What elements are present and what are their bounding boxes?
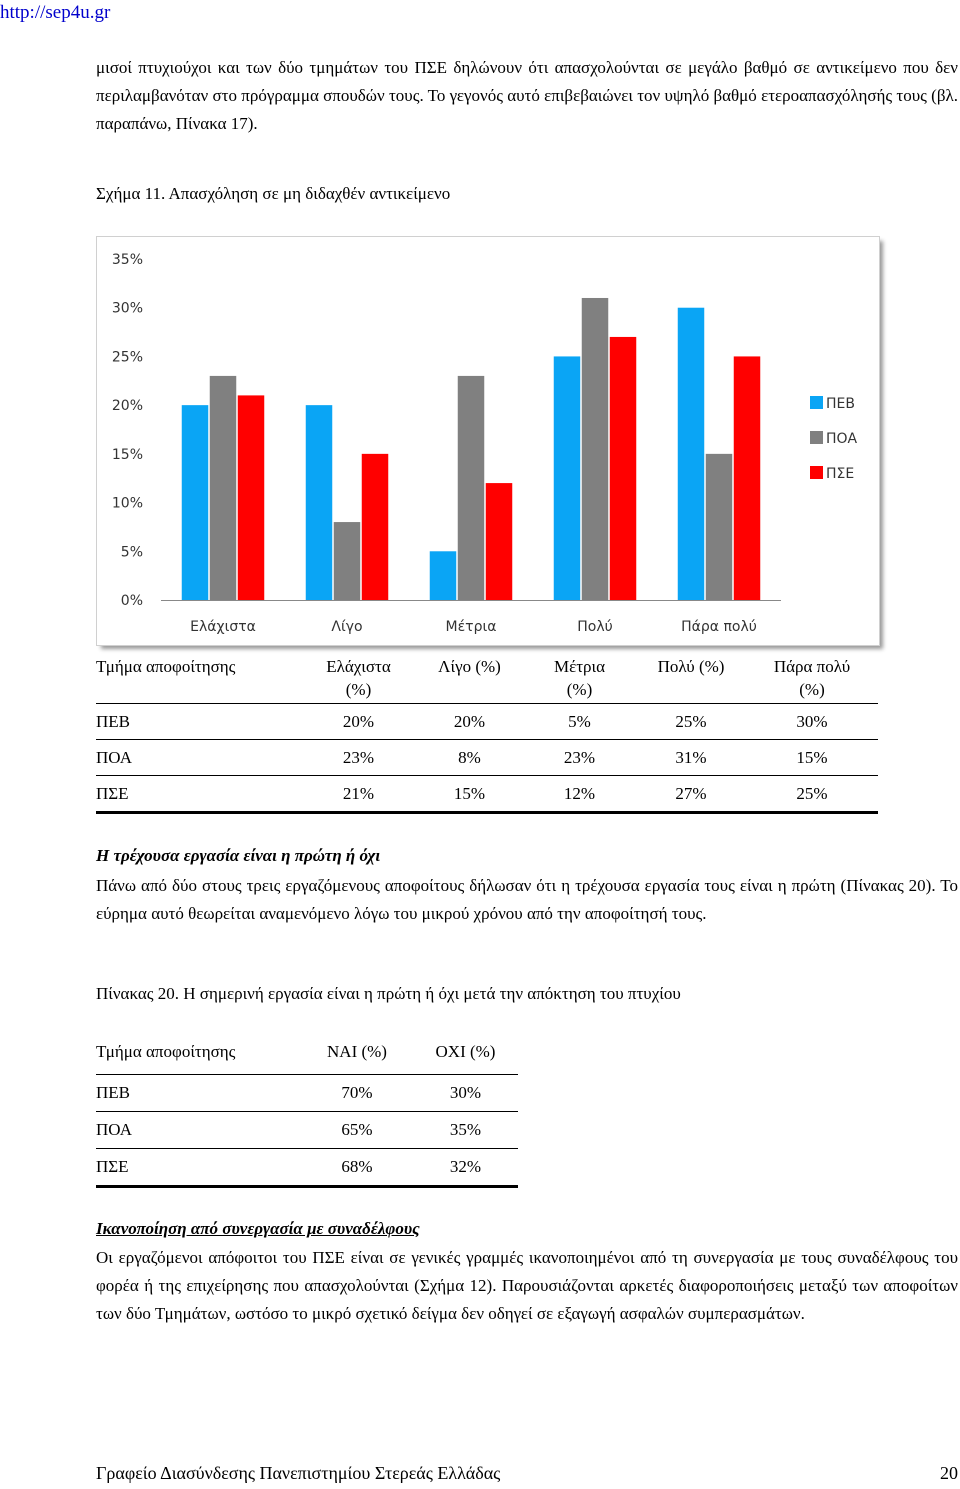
table-cell: 68% <box>301 1149 413 1187</box>
table-cell: 23% <box>523 740 636 776</box>
column-header: Μέτρια (%) <box>523 655 636 704</box>
column-header: Τμήμα αποφοίτησης <box>96 655 301 704</box>
table-cell: ΠΟΑ <box>96 740 301 776</box>
column-header: Τμήμα αποφοίτησης <box>96 1040 301 1075</box>
legend-label: ΠΟΑ <box>826 431 858 447</box>
bar-ΠΟΑ-Πολύ <box>582 298 609 600</box>
table-cell: 65% <box>301 1112 413 1149</box>
first-job-table <box>96 1040 518 1188</box>
legend-label: ΠΣΕ <box>826 466 855 482</box>
y-tick-label: 15% <box>111 446 143 463</box>
bar-ΠΕΒ-Πολύ <box>554 356 581 600</box>
table-cell: ΠΕΒ <box>96 704 301 740</box>
column-header: Λίγο (%) <box>416 655 523 704</box>
bar-ΠΕΒ-Λίγο <box>306 405 333 600</box>
table-cell: 32% <box>413 1149 518 1187</box>
table-row <box>96 1149 518 1187</box>
table-cell: 25% <box>636 704 746 740</box>
y-tick-label: 30% <box>111 300 143 317</box>
table-cell: ΠΣΕ <box>96 1149 301 1187</box>
column-header: ΝΑΙ (%) <box>301 1040 413 1075</box>
bar-ΠΣΕ-Πολύ <box>610 337 637 600</box>
table-cell: 15% <box>746 740 878 776</box>
legend-swatch <box>810 466 823 479</box>
table-cell: 30% <box>746 704 878 740</box>
legend-swatch <box>810 396 823 409</box>
table-cell: 23% <box>301 740 416 776</box>
table-cell: 30% <box>413 1075 518 1112</box>
bar-ΠΟΑ-Λίγο <box>334 522 361 600</box>
bar-ΠΕΒ-Ελάχιστα <box>182 405 209 600</box>
table-cell: 31% <box>636 740 746 776</box>
table-row <box>96 740 878 776</box>
bar-ΠΕΒ-Πάρα πολύ <box>678 308 705 600</box>
column-header: Πολύ (%) <box>636 655 746 704</box>
y-tick-label: 20% <box>111 398 143 415</box>
bar-ΠΣΕ-Λίγο <box>362 454 389 600</box>
column-header: Πάρα πολύ (%) <box>746 655 878 704</box>
table-row <box>96 776 878 813</box>
bar-ΠΣΕ-Πάρα πολύ <box>734 356 761 600</box>
column-header: ΟΧΙ (%) <box>413 1040 518 1075</box>
legend-label: ΠΕΒ <box>826 396 855 412</box>
x-tick-label: Πάρα πολύ <box>681 619 757 635</box>
bar-ΠΣΕ-Ελάχιστα <box>238 395 265 600</box>
x-tick-label: Λίγο <box>331 619 363 635</box>
table-row <box>96 1112 518 1149</box>
y-tick-label: 0% <box>120 593 143 609</box>
intro-paragraph: μισοί πτυχιούχοι και των δύο τμημάτων του ΠΣΕ δηλώνουν ότι απασχολούνται σε μεγάλο βαθμό σε αντικείμενο που δεν περιλαμβανόταν στο πρόγραμμα σπουδών τους. Το γεγονός αυτό επιβεβαιώνει τον υψηλό βαθμό ετεροαπασχόλησής τους (βλ. παραπάνω, Πίνακα 17). <box>96 58 958 133</box>
table-header-row <box>96 655 878 704</box>
table-cell: ΠΟΑ <box>96 1112 301 1149</box>
page-number: 20 <box>940 1463 958 1483</box>
table-cell: 12% <box>523 776 636 813</box>
y-tick-label: 5% <box>120 544 143 561</box>
section-title-first-job: Η τρέχουσα εργασία είναι η πρώτη ή όχι <box>96 846 381 865</box>
y-tick-label: 25% <box>111 349 143 366</box>
x-tick-label: Πολύ <box>577 619 613 635</box>
employment-table <box>96 655 878 814</box>
table-cell: 35% <box>413 1112 518 1149</box>
table-cell: 8% <box>416 740 523 776</box>
table-cell: 5% <box>523 704 636 740</box>
chart-svg <box>97 237 879 645</box>
x-tick-label: Μέτρια <box>445 619 497 635</box>
table-cell: 20% <box>301 704 416 740</box>
bar-ΠΟΑ-Πάρα πολύ <box>706 454 733 600</box>
table-cell: 27% <box>636 776 746 813</box>
table-cell: 20% <box>416 704 523 740</box>
bar-ΠΕΒ-Μέτρια <box>430 551 457 600</box>
table-cell: 70% <box>301 1075 413 1112</box>
section-paragraph-colleagues: Οι εργαζόμενοι απόφοιτοι του ΠΣΕ είναι σε γενικές γραμμές ικανοποιημένοι από τη συνεργασία με τους συναδέλφους του φορέα ή της επιχείρησης που απασχολούνται (Σχήμα 12). Παρουσιάζονται αρκετές διαφοροποιήσεις μεταξύ των αποφοίτων των δύο Τμημάτων, ωστόσο το μικρό σχετικό δείγμα δεν οδηγεί σε εξαγωγή ασφαλών συμπερασμάτων. <box>96 1248 958 1323</box>
table-cell: ΠΕΒ <box>96 1075 301 1112</box>
table-cell: 25% <box>746 776 878 813</box>
bar-ΠΟΑ-Ελάχιστα <box>210 376 237 600</box>
x-tick-label: Ελάχιστα <box>190 619 256 635</box>
table-cell: 15% <box>416 776 523 813</box>
y-tick-label: 10% <box>111 495 143 512</box>
section-paragraph-first-job: Πάνω από δύο στους τρεις εργαζόμενους αποφοίτους δήλωσαν ότι η τρέχουσα εργασία τους είναι η πρώτη (Πίνακας 20). Το εύρημα αυτό θεωρείται αναμενόμενο λόγω του μικρού χρόνου από την αποφοίτησή τους. <box>96 876 958 923</box>
column-header: Ελάχιστα (%) <box>301 655 416 704</box>
legend-swatch <box>810 431 823 444</box>
section-title-colleagues: Ικανοποίηση από συνεργασία με συναδέλφους <box>96 1219 420 1238</box>
table-row <box>96 1075 518 1112</box>
source-url-link[interactable]: http://sep4u.gr <box>0 2 111 23</box>
y-tick-label: 35% <box>111 252 143 268</box>
bar-ΠΣΕ-Μέτρια <box>486 483 513 600</box>
footer-org: Γραφείο Διασύνδεσης Πανεπιστημίου Στερεάς Ελλάδας <box>96 1463 501 1483</box>
table2-caption: Πίνακας 20. Η σημερινή εργασία είναι η πρώτη ή όχι μετά την απόκτηση του πτυχίου <box>96 984 681 1003</box>
table-cell: ΠΣΕ <box>96 776 301 813</box>
bar-ΠΟΑ-Μέτρια <box>458 376 485 600</box>
figure-caption: Σχήμα 11. Απασχόληση σε μη διδαχθέν αντικείμενο <box>96 184 451 203</box>
bar-chart <box>97 237 879 645</box>
table-cell: 21% <box>301 776 416 813</box>
table-header-row <box>96 1040 518 1075</box>
table-row <box>96 704 878 740</box>
